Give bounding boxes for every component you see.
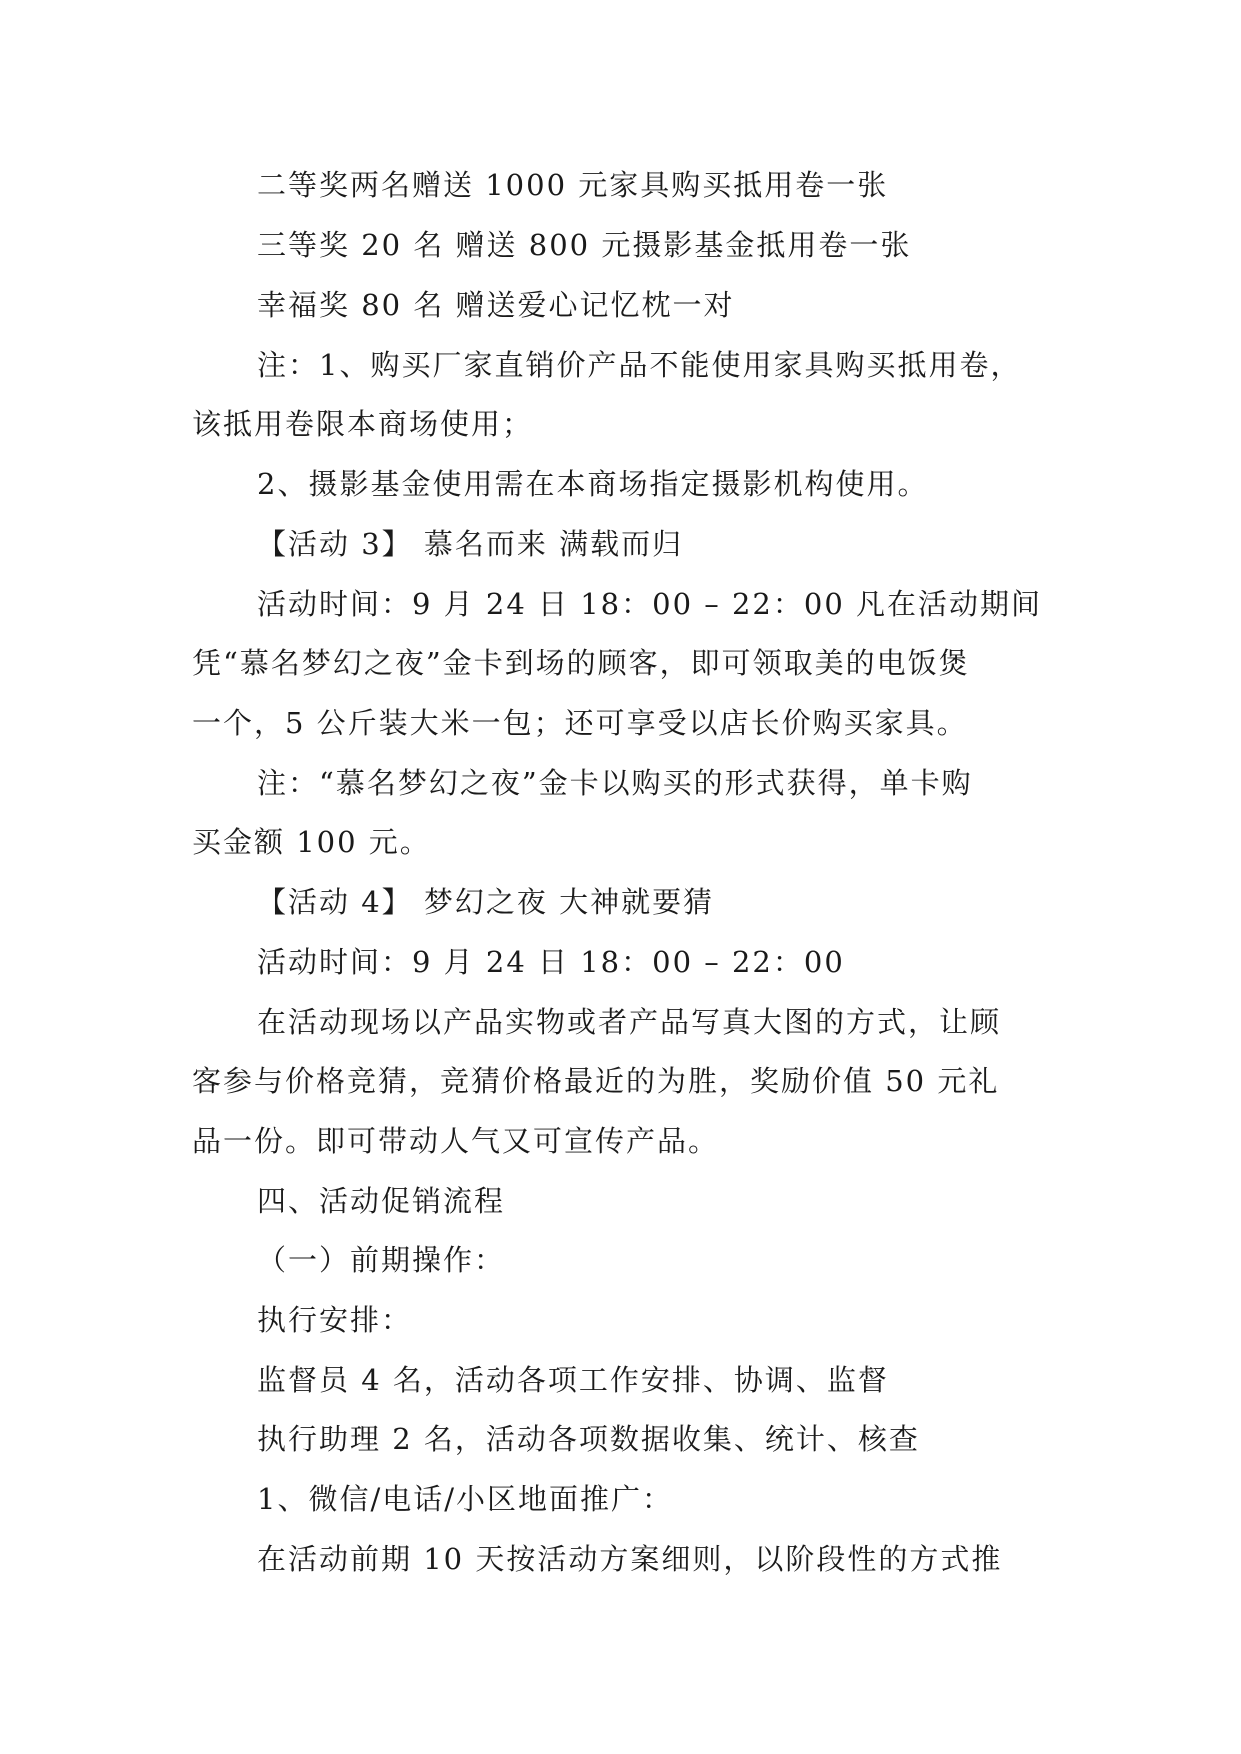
text-line: 买金额 100 元。 (192, 825, 431, 859)
text-line: 2、摄影基金使用需在本商场指定摄影机构使用。 (257, 467, 929, 501)
text-line: 活动时间：9 月 24 日 18：00 – 22：00 (257, 945, 845, 979)
text-line: 二等奖两名赠送 1000 元家具购买抵用卷一张 (257, 168, 889, 202)
text-line: 注：1、购买厂家直销价产品不能使用家具购买抵用卷， (257, 348, 1022, 382)
text-line: 监督员 4 名，活动各项工作安排、协调、监督 (257, 1363, 889, 1397)
text-line: 三等奖 20 名 赠送 800 元摄影基金抵用卷一张 (257, 228, 912, 262)
text-line: 一个，5 公斤装大米一包；还可享受以店长价购买家具。 (192, 706, 968, 740)
section-heading: 【活动 4】 梦幻之夜 大神就要猜 (257, 885, 715, 919)
text-line: 执行助理 2 名，活动各项数据收集、统计、核查 (257, 1422, 920, 1456)
text-line: 在活动前期 10 天按活动方案细则，以阶段性的方式推 (257, 1542, 1003, 1576)
text-line: 品一份。即可带动人气又可宣传产品。 (192, 1124, 720, 1158)
text-line: 幸福奖 80 名 赠送爱心记忆枕一对 (257, 288, 735, 322)
text-line: 凭“慕名梦幻之夜”金卡到场的顾客，即可领取美的电饭煲 (192, 646, 970, 680)
text-line: 在活动现场以产品实物或者产品写真大图的方式，让顾 (257, 1005, 1002, 1039)
subsection-heading: （一）前期操作： (257, 1243, 506, 1277)
text-line: 注：“慕名梦幻之夜”金卡以购买的形式获得，单卡购 (257, 766, 973, 800)
section-heading: 四、活动促销流程 (257, 1184, 506, 1218)
text-line: 1、微信/电话/小区地面推广： (257, 1482, 673, 1516)
text-line: 客参与价格竞猜，竞猜价格最近的为胜，奖励价值 50 元礼 (192, 1064, 1000, 1098)
text-line: 活动时间：9 月 24 日 18：00 – 22：00 凡在活动期间 (257, 587, 1042, 621)
text-line: 执行安排： (257, 1303, 413, 1337)
text-line: 该抵用卷限本商场使用； (192, 407, 534, 441)
section-heading: 【活动 3】 慕名而来 满载而归 (257, 527, 684, 561)
